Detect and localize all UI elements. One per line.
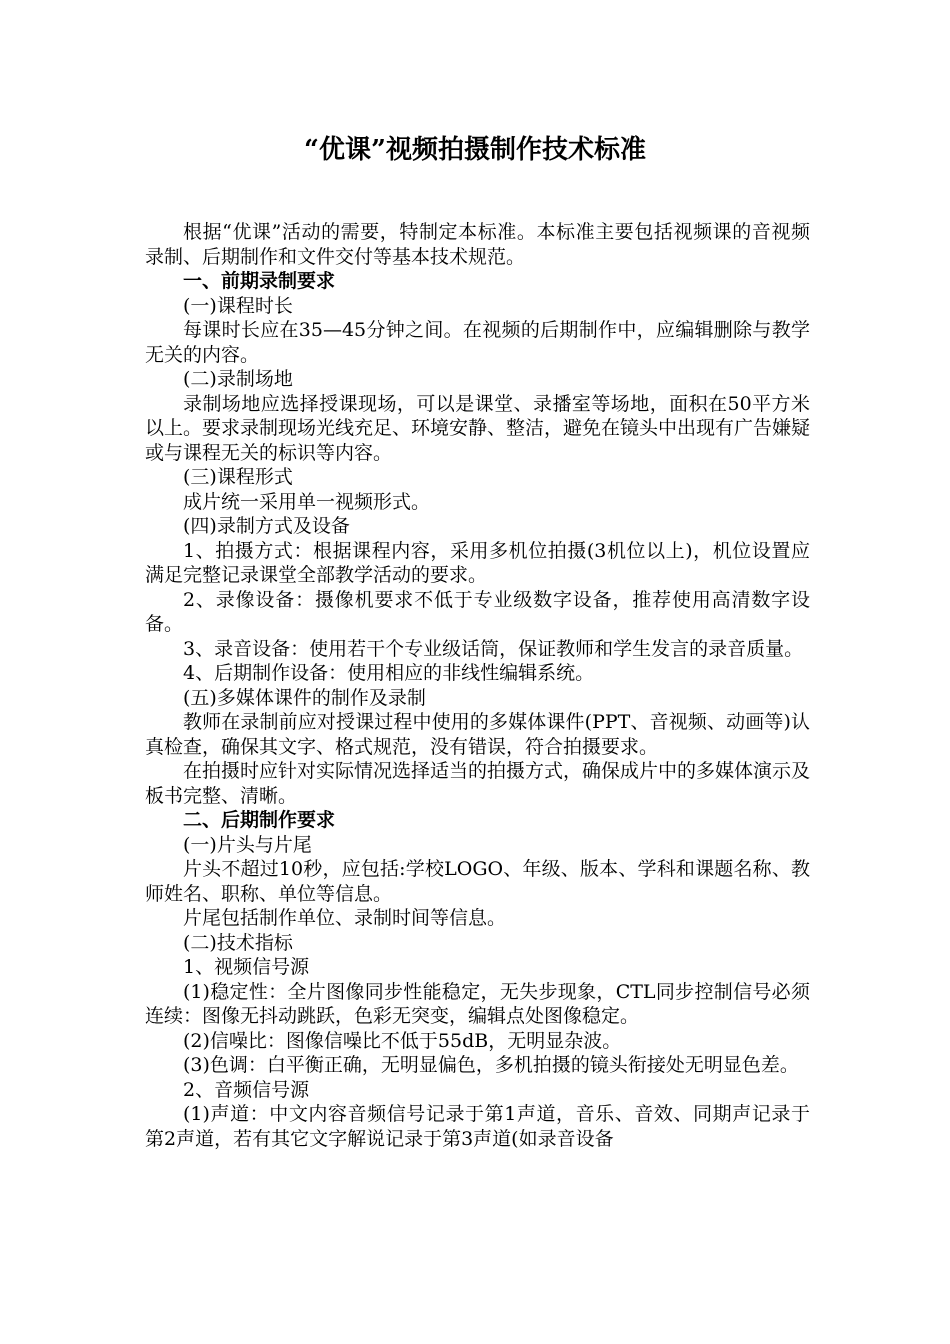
paragraph: 片尾包括制作单位、录制时间等信息。 <box>183 907 507 929</box>
subsection-heading: (二)技术指标 <box>183 931 293 954</box>
paragraph: 在拍摄时应针对实际情况选择适当的拍摄方式，确保成片中的多媒体演示及板书完整、清晰。 <box>145 760 811 807</box>
paragraph: 教师在录制前应对授课过程中使用的多媒体课件(PPT、音视频、动画等)认真检查，确保其文字、格式规范，没有错误，符合拍摄要求。 <box>145 711 810 758</box>
subsection-heading: 2、音频信号源 <box>183 1078 310 1101</box>
subsection-heading: (五)多媒体课件的制作及录制 <box>183 686 426 709</box>
subsection-heading: 1、视频信号源 <box>183 956 310 978</box>
subsection-heading: (二)录制场地 <box>183 368 293 390</box>
document-body <box>145 220 810 1151</box>
paragraph: 2、录像设备：摄像机要求不低于专业级数字设备，推荐使用高清数字设备。 <box>145 588 810 635</box>
paragraph: 录制场地应选择授课现场，可以是课堂、录播室等场地，面积在50平方米以上。要求录制现场光线充足、环境安静、整洁，避免在镜头中出现有广告嫌疑或与课程无关的标识等内容。 <box>145 392 811 464</box>
section-heading-post-production: 二、后期制作要求 <box>183 809 336 831</box>
paragraph: 成片统一采用单一视频形式。 <box>183 490 431 513</box>
document-title: “优课”视频拍摄制作技术标准 <box>304 135 646 165</box>
subsection-heading: (一)片头与片尾 <box>183 833 312 856</box>
subsection-heading: (三)课程形式 <box>183 466 293 488</box>
subsection-heading: (四)录制方式及设备 <box>183 515 350 537</box>
paragraph: (3)色调：白平衡正确，无明显偏色，多机拍摄的镜头衔接处无明显色差。 <box>183 1054 799 1076</box>
paragraph: 4、后期制作设备：使用相应的非线性编辑系统。 <box>183 662 595 684</box>
paragraph: 片头不超过10秒，应包括:学校LOGO、年级、版本、学科和课题名称、教师姓名、职称、单位等信息。 <box>145 858 810 905</box>
subsection-heading: (一)课程时长 <box>183 294 293 317</box>
paragraph: (1)稳定性：全片图像同步性能稳定，无失步现象，CTL同步控制信号必须连续：图像无抖动跳跃，色彩无突变，编辑点处图像稳定。 <box>145 980 810 1027</box>
intro-paragraph: 根据“优课”活动的需要，特制定本标准。本标准主要包括视频课的音视频录制、后期制作和文件交付等基本技术规范。 <box>145 221 810 268</box>
paragraph: (1)声道：中文内容音频信号记录于第1声道，音乐、音效、同期声记录于第2声道，若有其它文字解说记录于第3声道(如录音设备 <box>145 1103 810 1150</box>
paragraph: (2)信噪比：图像信噪比不低于55dB，无明显杂波。 <box>183 1029 622 1052</box>
section-heading-pre-recording: 一、前期录制要求 <box>183 270 336 292</box>
paragraph: 每课时长应在35—45分钟之间。在视频的后期制作中，应编辑删除与教学无关的内容。 <box>145 319 810 366</box>
paragraph: 1、拍摄方式：根据课程内容，采用多机位拍摄(3机位以上)，机位设置应满足完整记录课堂全部教学活动的要求。 <box>145 539 810 586</box>
paragraph: 3、录音设备：使用若干个专业级话筒，保证教师和学生发言的录音质量。 <box>183 637 804 660</box>
